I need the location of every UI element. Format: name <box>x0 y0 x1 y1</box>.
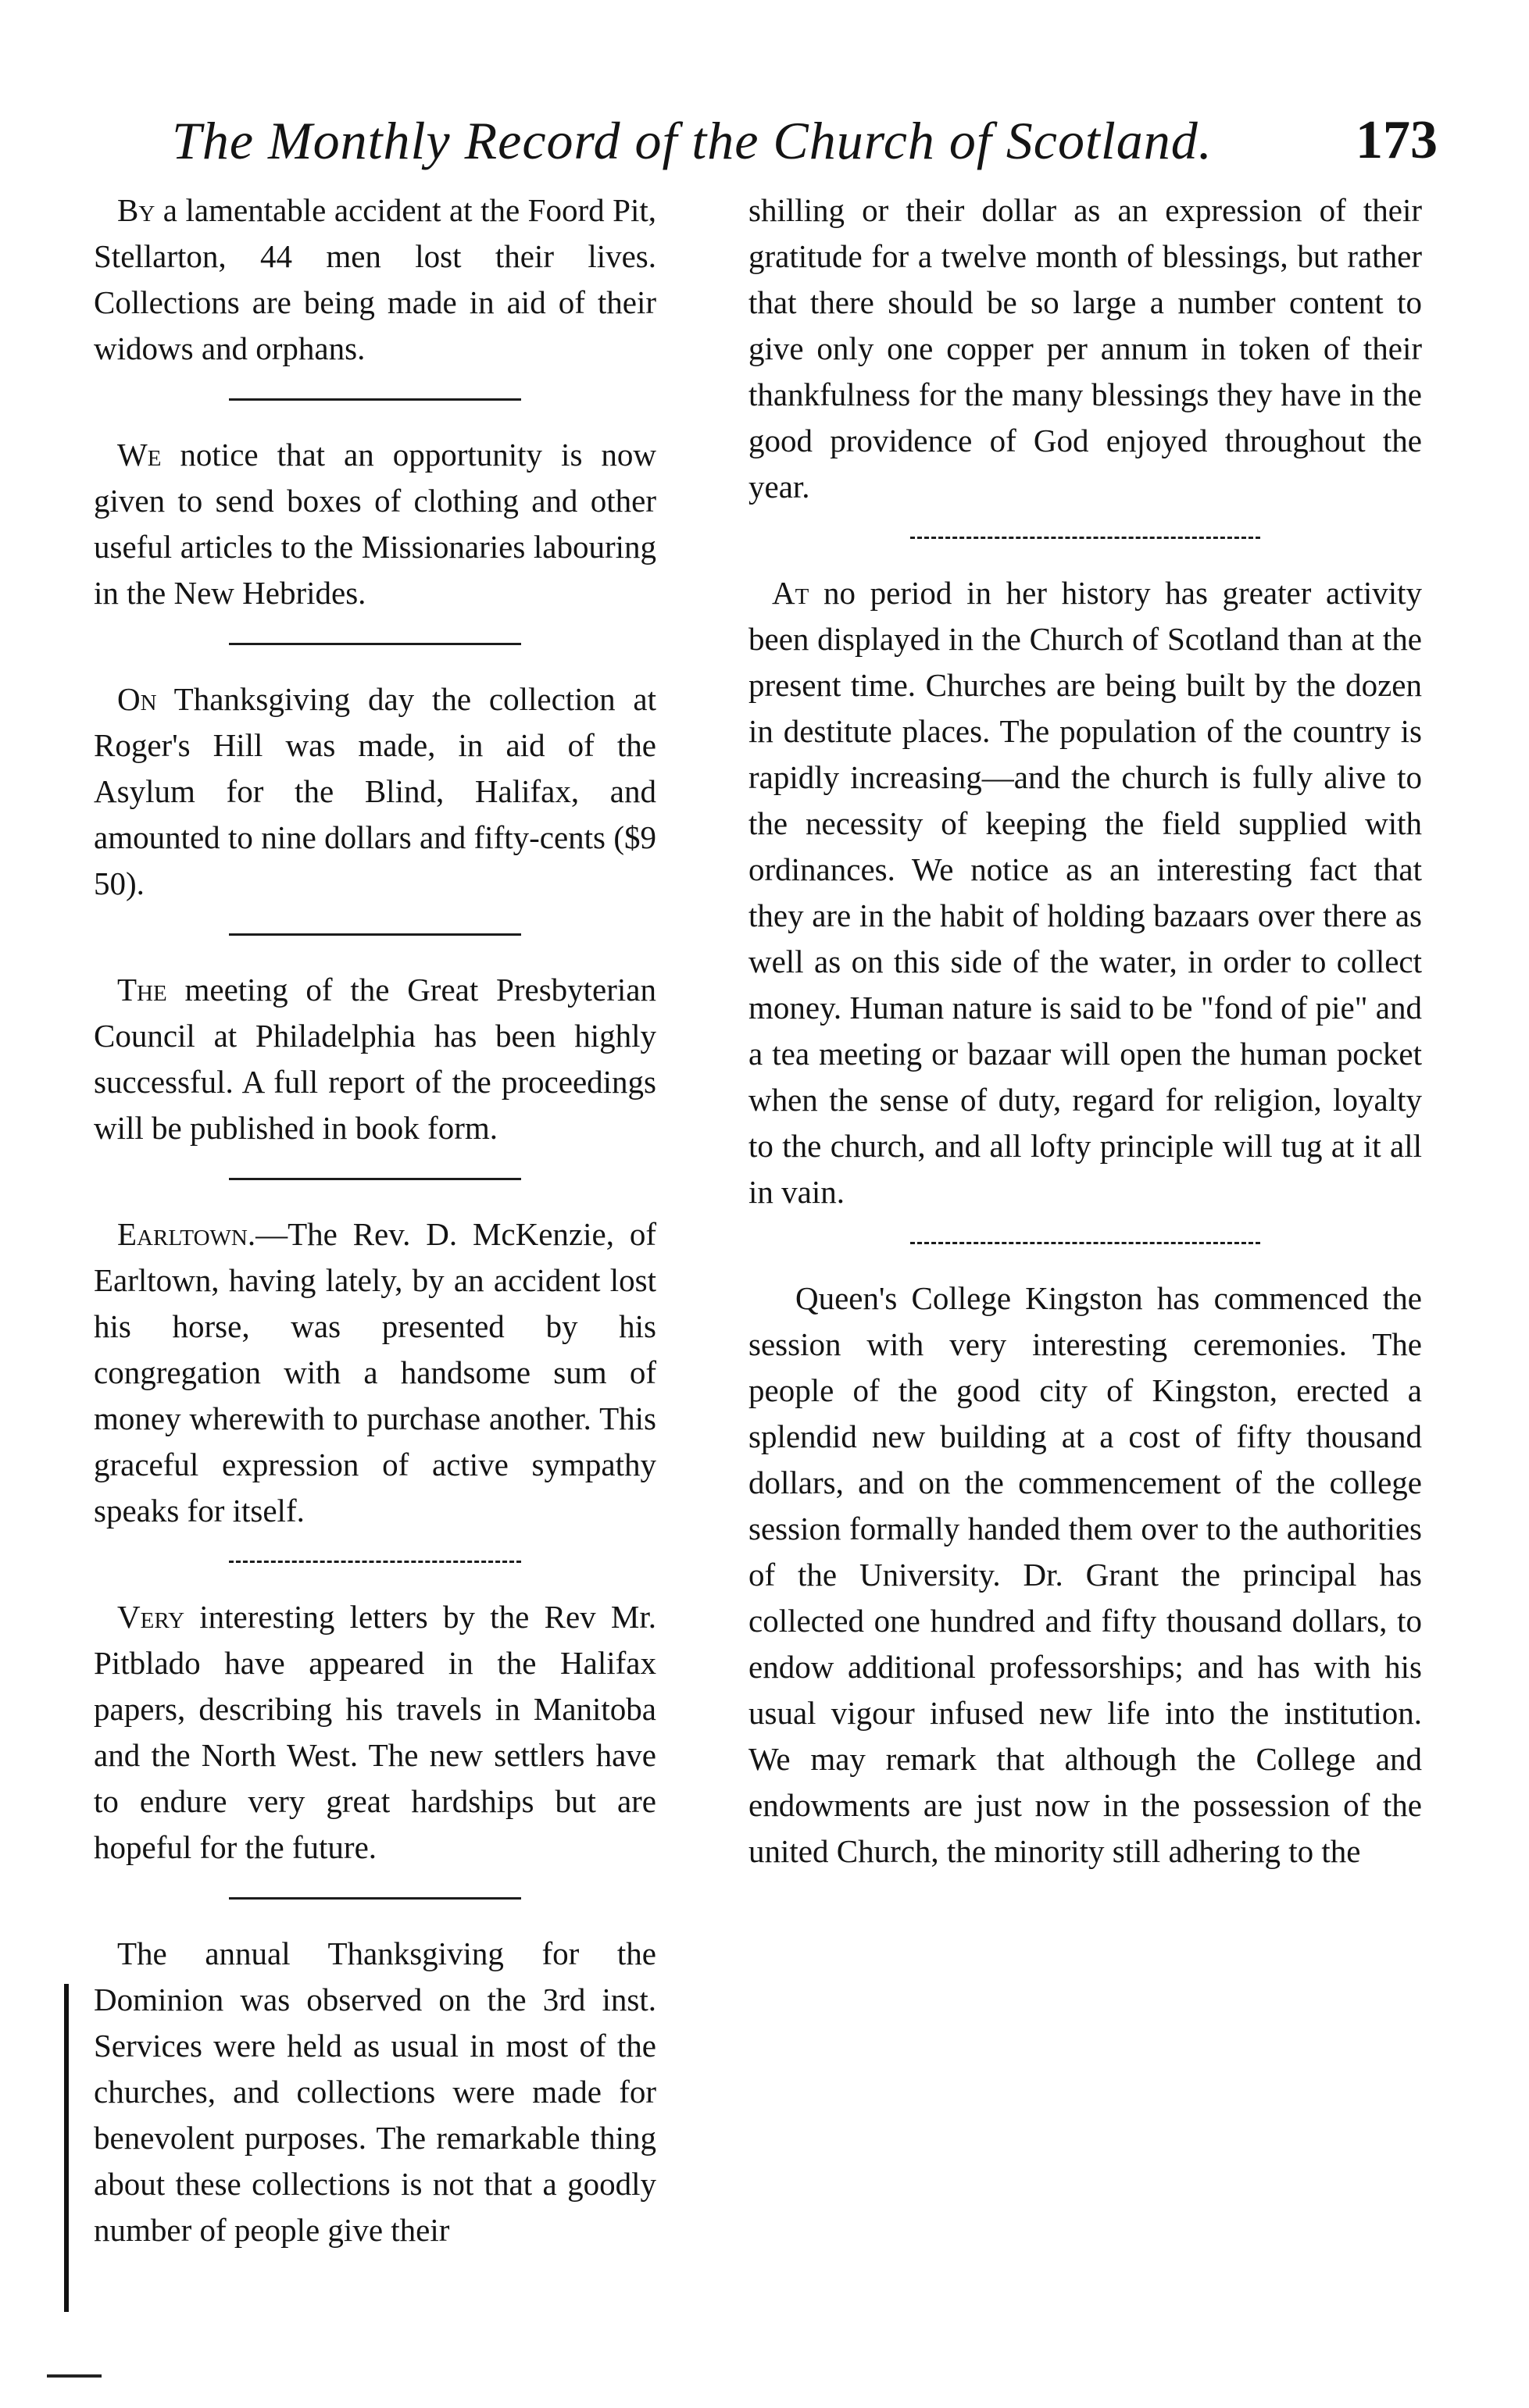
article-earltown <box>94 1211 656 1534</box>
left-column <box>94 187 656 2253</box>
article-lead: By <box>117 192 155 228</box>
article-lead: On <box>117 681 157 717</box>
article-body: Queen's College Kingston has commenced the session with very interesting ceremonies. The people of the good city of Kingston, erected a splendid new building at a cost of fifty thousand dollars, and on the commencement of the college session formally handed them over to the authorities of the University. Dr. Grant the principal has collected one hundred and fifty thousand dollars, to endow additional professorships; and has with his usual vigour infused new life into the institution. We may remark that although the College and endowments are just now in the possession of the united Church, the minority still adhering to the <box>748 1280 1422 1869</box>
article-body: Thanksgiving day the collection at Roger's Hill was made, in aid of the Asylum for the Blind, Halifax, and amounted to nine dollars and fifty-cents ($9 50). <box>94 681 656 901</box>
section-divider <box>229 1561 521 1563</box>
article-queens-college <box>748 1275 1422 1875</box>
section-divider <box>229 398 521 401</box>
section-divider <box>229 643 521 645</box>
article-annual-thanksgiving <box>94 1931 656 2253</box>
article-lead: The <box>117 972 167 1008</box>
article-body: a lamentable accident at the Foord Pit, Stellarton, 44 men lost their lives. Collections are being made in aid of their widows and orphans. <box>94 192 656 366</box>
article-lead: Very <box>117 1599 185 1635</box>
page-edge-mark <box>47 2374 102 2378</box>
article-presbyterian-council <box>94 967 656 1151</box>
article-lead: Earltown. <box>117 1216 256 1252</box>
article-body: meeting of the Great Presbyterian Council at Philadelphia has been highly successful. A full report of the proceedings will be published in book form. <box>94 972 656 1146</box>
page-number: 173 <box>1356 110 1438 170</box>
section-divider <box>910 1242 1260 1244</box>
article-body: interesting letters by the Rev Mr. Pitblado have appeared in the Halifax papers, describing his travels in Manitoba and the North West. The new settlers have to endure very great hardships but are hopeful for the future. <box>94 1599 656 1865</box>
article-church-activity <box>748 570 1422 1215</box>
page-header <box>172 109 1438 172</box>
section-divider <box>229 1897 521 1900</box>
article-lead: At <box>772 575 809 611</box>
article-pitblado-letters <box>94 1594 656 1871</box>
article-lead: We <box>117 437 162 473</box>
section-divider <box>910 537 1260 539</box>
article-foord-pit-accident <box>94 187 656 372</box>
article-body: notice that an opportunity is now given to send boxes of clothing and other useful articles to the Missionaries labouring in the New Hebrides. <box>94 437 656 611</box>
article-thanksgiving-continued <box>748 187 1422 510</box>
section-divider <box>229 1178 521 1180</box>
right-column <box>748 187 1422 1875</box>
article-body: no period in her history has greater activity been displayed in the Church of Scotland than at the present time. Churches are being built by the dozen in destitute places. The population of the country is rapidly increasing—and the church is fully alive to the necessity of keeping the field supplied with ordinances. We notice as an interesting fact that they are in the habit of holding bazaars over there as well as on this side of the water, in order to collect money. Human nature is said to be "fond of pie" and a tea meeting or bazaar will open the human pocket when the sense of duty, regard for religion, loyalty to the church, and all lofty principle will tug at it all in vain. <box>748 575 1422 1210</box>
article-rogers-hill-collection <box>94 676 656 907</box>
article-body: shilling or their dollar as an expression of their gratitude for a twelve month of blessings, but rather that there should be so large a number content to give only one copper per annum in token of their thankfulness for the many blessings they have in the good providence of God enjoyed throughout the year. <box>748 192 1422 505</box>
article-new-hebrides-boxes <box>94 432 656 616</box>
section-divider <box>229 933 521 936</box>
binding-edge-mark <box>64 1984 69 2312</box>
article-body: The annual Thanksgiving for the Dominion was observed on the 3rd inst. Services were held as usual in most of the churches, and collections were made for benevolent purposes. The remarkable thing about these collections is not that a goodly number of people give their <box>94 1935 656 2248</box>
running-title: The Monthly Record of the Church of Scotland. <box>172 111 1213 170</box>
article-body: —The Rev. D. McKenzie, of Earltown, having lately, by an accident lost his horse, was presented by his congregation with a handsome sum of money wherewith to purchase another. This graceful expression of active sympathy speaks for itself. <box>94 1216 656 1529</box>
